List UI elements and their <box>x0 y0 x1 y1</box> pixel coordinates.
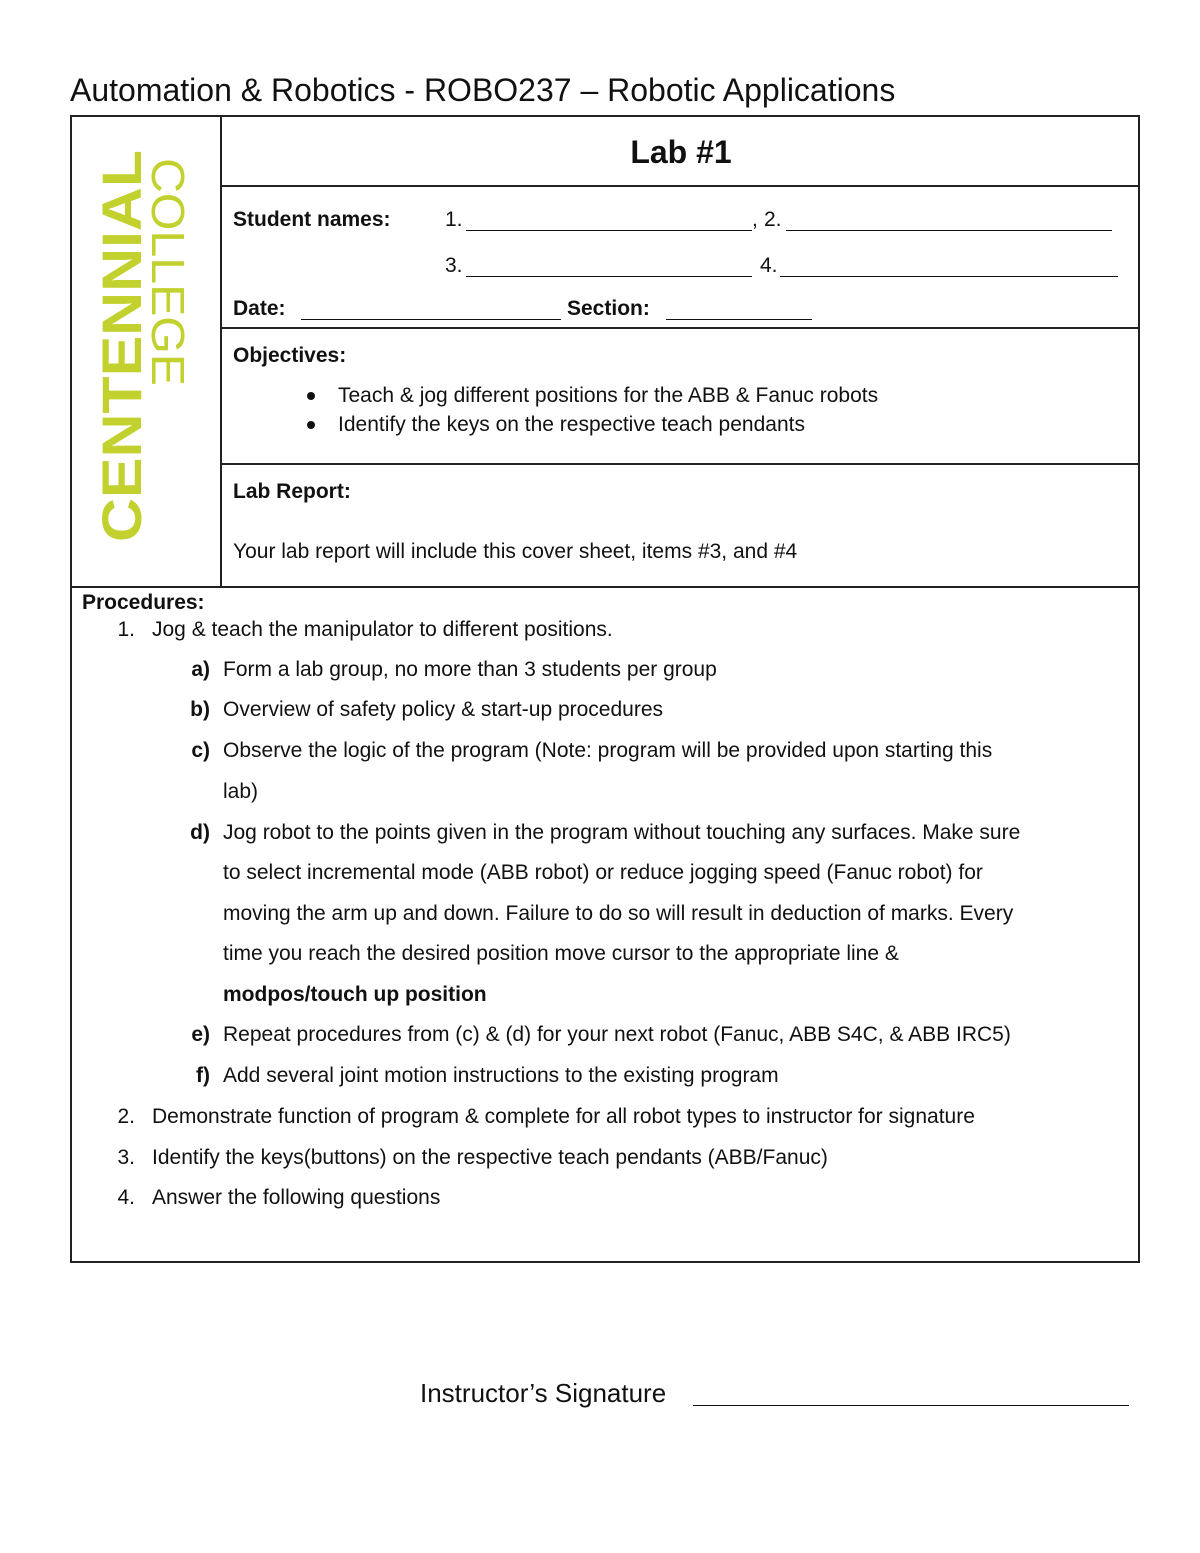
student-3-field[interactable] <box>466 276 752 277</box>
substep-text: Overview of safety policy & start-up procedures <box>223 698 664 721</box>
procedures-label: Procedures: <box>82 591 205 614</box>
substep-label: d) <box>190 821 210 844</box>
document-title: Automation & Robotics - ROBO237 – Robotic Applications <box>70 72 896 108</box>
objective-bullet <box>307 392 315 400</box>
lab-report-label: Lab Report: <box>233 480 351 503</box>
substep-text: Add several joint motion instructions to the existing program <box>223 1064 779 1087</box>
substep-text: Form a lab group, no more than 3 students per group <box>223 658 717 681</box>
student-names-label: Student names: <box>233 208 391 231</box>
objective-item: Identify the keys on the respective teach pendants <box>338 413 805 436</box>
substep-bold-text: modpos/touch up position <box>223 983 487 1006</box>
student-4-field[interactable] <box>780 276 1118 277</box>
substep-text: Observe the logic of the program (Note: program will be provided upon starting this <box>223 739 993 762</box>
student-1-field[interactable] <box>466 230 752 231</box>
centennial-college-logo <box>90 150 194 550</box>
substep-label: b) <box>190 698 210 721</box>
substep-text-cont: lab) <box>223 780 259 803</box>
substep-label: e) <box>191 1023 210 1046</box>
substep-label: f) <box>196 1064 210 1087</box>
substep-text: Jog robot to the points given in the program without touching any surfaces. Make sure <box>223 821 1021 844</box>
step-number: 2. <box>117 1105 135 1128</box>
student-4-number: 4. <box>760 254 778 277</box>
substep-label: c) <box>191 739 210 762</box>
student-separator: , <box>752 208 758 231</box>
section-field[interactable] <box>666 319 812 320</box>
substep-label: a) <box>191 658 210 681</box>
student-1-number: 1. <box>445 208 463 231</box>
step-text: Jog & teach the manipulator to different positions. <box>152 618 613 641</box>
substep-text-cont: to select incremental mode (ABB robot) or reduce jogging speed (Fanuc robot) for <box>223 861 983 884</box>
step-text: Answer the following questions <box>152 1186 441 1209</box>
divider-procedures <box>70 586 1140 588</box>
lab-report-text: Your lab report will include this cover sheet, items #3, and #4 <box>233 540 798 563</box>
substep-text: Repeat procedures from (c) & (d) for your next robot (Fanuc, ABB S4C, & ABB IRC5) <box>223 1023 1011 1046</box>
step-number: 4. <box>117 1186 135 1209</box>
step-text: Identify the keys(buttons) on the respective teach pendants (ABB/Fanuc) <box>152 1146 828 1169</box>
form-frame <box>70 115 1140 1263</box>
date-label: Date: <box>233 297 286 320</box>
step-text: Demonstrate function of program & complete for all robot types to instructor for signature <box>152 1105 975 1128</box>
step-number: 3. <box>117 1146 135 1169</box>
lab-title: Lab #1 <box>630 134 732 170</box>
step-number: 1. <box>117 618 135 641</box>
substep-text-cont: moving the arm up and down. Failure to do so will result in deduction of marks. Every <box>223 902 1014 925</box>
date-field[interactable] <box>301 319 561 320</box>
divider-students <box>222 327 1140 329</box>
section-label: Section: <box>567 297 650 320</box>
instructor-signature-label: Instructor’s Signature <box>420 1378 667 1408</box>
objective-item: Teach & jog different positions for the ABB & Fanuc robots <box>338 384 879 407</box>
objectives-label: Objectives: <box>233 344 347 367</box>
logo-text-college: COLLEGE <box>142 158 194 376</box>
divider-lab-title <box>222 185 1140 187</box>
divider-objectives <box>222 463 1140 465</box>
student-2-number: 2. <box>764 208 782 231</box>
instructor-signature-field[interactable] <box>693 1405 1129 1406</box>
objective-bullet <box>307 421 315 429</box>
substep-text-cont: time you reach the desired position move cursor to the appropriate line & <box>223 942 899 965</box>
student-2-field[interactable] <box>786 230 1112 231</box>
logo-text-centennial: CENTENNIAL <box>90 181 153 542</box>
student-3-number: 3. <box>445 254 463 277</box>
